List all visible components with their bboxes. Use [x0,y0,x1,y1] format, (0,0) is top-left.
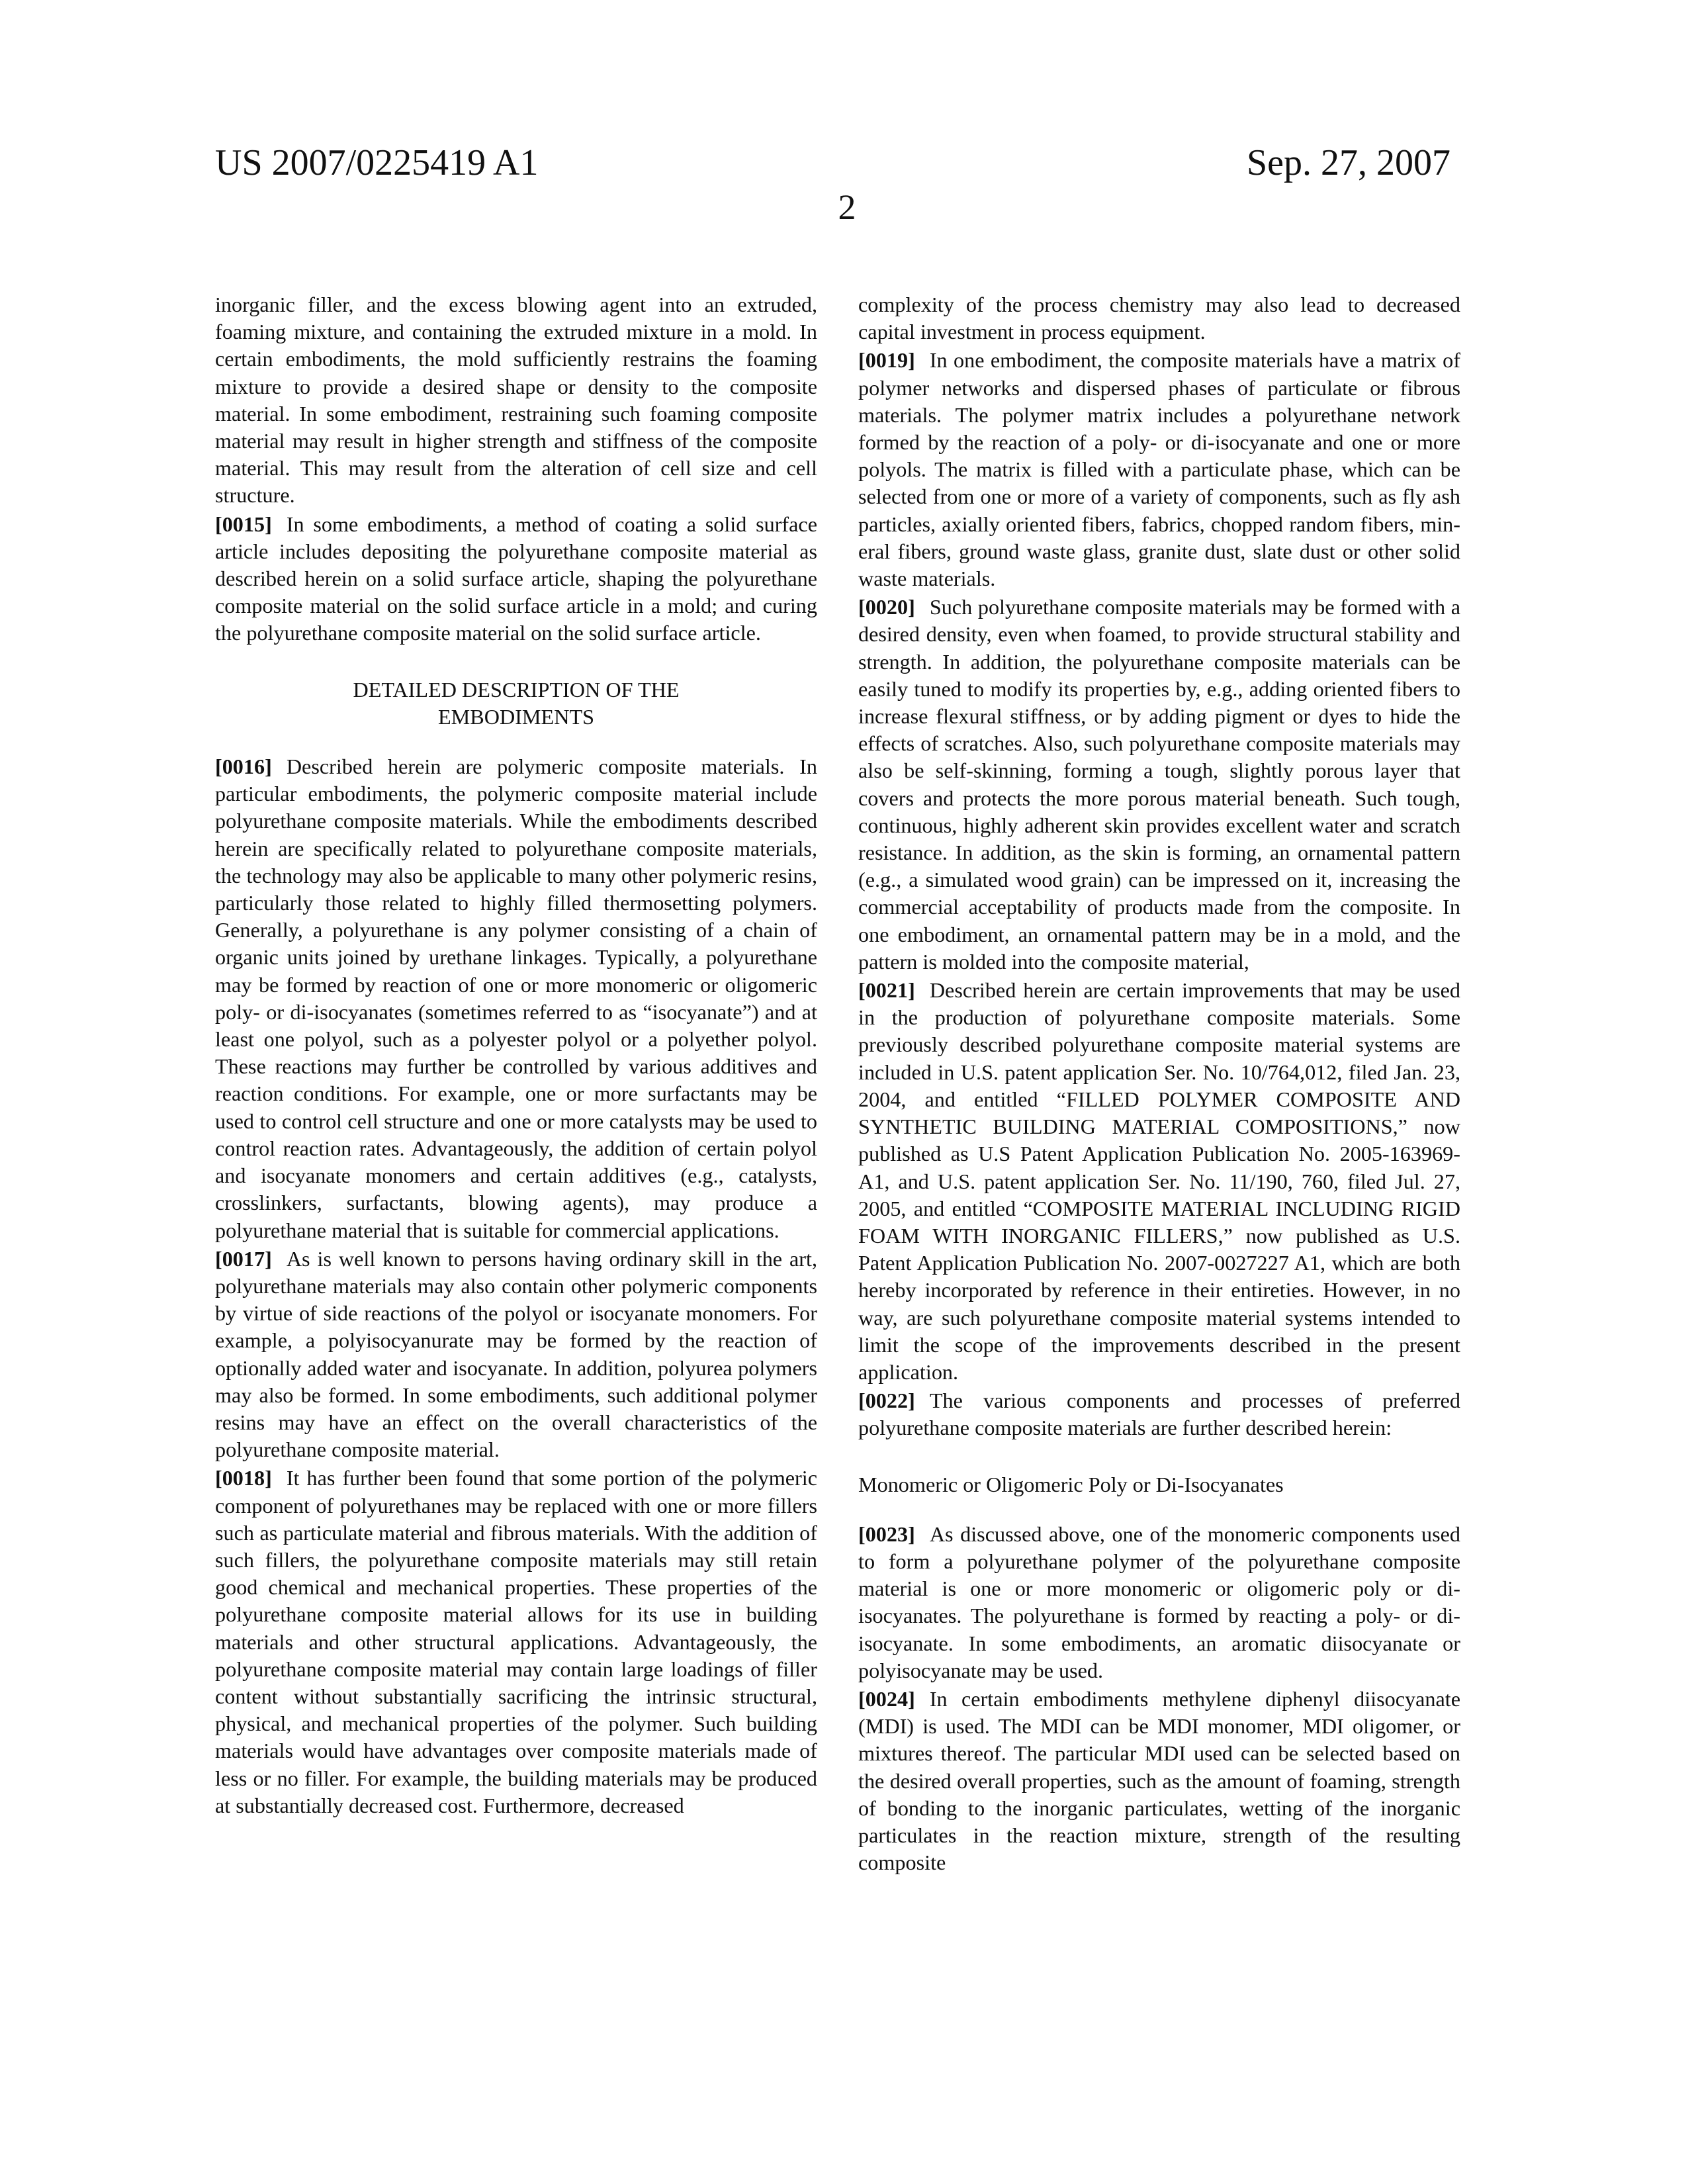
left-column [215,291,817,1821]
paragraph-number: [0024] [858,1687,915,1711]
paragraph-number: [0015] [215,512,272,536]
patent-page [0,0,1694,2184]
paragraph-text: Described herein are polymeric composite materi­als. In particular embodiments, the polymeric composite material include polyurethane composite materials. While the embodiments described herein are specifically related to polyurethane composite materials, the technology may also be applicable to many other polymeric resins, particularly those related to highly filled thermosetting polymers. Gen­erally, a polyurethane is any polymer consisting of a chain of organic units joined by urethane linkages. Typically, a polyurethane may be formed by reaction of one or more monomeric or oligomeric poly- or di-isocyanates (some­times referred to as “isocyanate”) and at least one polyol, such as a polyester polyol or a polyether polyol. These reactions may further be controlled by various additives and reaction conditions. For example, one or more surfactants may be used to control cell structure and one or more catalysts may be used to control reaction rates. Advanta­geously, the addition of certain polyol and isocyanate mono­mers and certain additives (e.g., catalysts, crosslinkers, surfactants, blowing agents), may produce a polyurethane material that is suitable for commercial applications. [215,754,817,1242]
publication-date: Sep. 27, 2007 [1247,144,1450,181]
paragraph-text: In some embodiments, a method of coating a solid surface article includes depositing the polyurethane com­posite material as described herein on a solid surface article, shaping the polyurethane composite material on the solid surface article in a mold; and curing the polyurethane composite material on the solid surface article. [215,512,817,645]
page-number: 2 [0,187,1694,228]
paragraph-0019 [858,347,1460,592]
paragraph-0020 [858,594,1460,976]
paragraph-number: [0017] [215,1247,272,1271]
paragraph-number: [0023] [858,1522,915,1546]
paragraph-0017 [215,1246,817,1464]
paragraph-number: [0022] [858,1388,915,1412]
paragraph-number: [0016] [215,754,272,778]
paragraph-continuation: inorganic filler, and the excess blowing agent into an extruded, foaming mixture, and containing the extruded mixture in a mold. In certain embodiments, the mold suffi­ciently restrains the foaming mixture to provide a desired shape or density to the composite material. In some embodi­ment, restraining such foaming composite material may result in higher strength and stiffness of the composite material. This may result from the alteration of cell size and cell structure. [215,291,817,510]
paragraph-0018 [215,1465,817,1819]
paragraph-text: Such polyurethane composite materials may be formed with a desired density, even when foamed, to provide structural stability and strength. In addition, the polyure­thane composite materials can be easily tuned to modify its properties by, e.g., adding oriented fibers to increase flexural stiffness, or by adding pigment or dyes to hide the effects of scratches. Also, such polyurethane composite materials may also be self-skinning, forming a tough, slightly porous layer that covers and protects the more porous material beneath. Such tough, continuous, highly adherent skin provides excellent water and scratch resistance. In addition, as the skin is forming, an ornamental pattern (e.g., a simulated wood grain) can be impressed on it, increasing the commer­cial acceptability of products made from the composite. In one embodiment, an ornamental pattern may be in a mold, and the pattern is molded into the composite material, [858,595,1460,974]
right-column [858,291,1460,1878]
paragraph-0024 [858,1686,1460,1876]
section-heading-line-2: EMBODIMENTS [438,705,594,729]
paragraph-continuation: complexity of the process chemistry may also lead to decreased capital investment in process equipment. [858,291,1460,345]
paragraph-number: [0021] [858,978,915,1002]
paragraph-number: [0019] [858,348,915,372]
section-heading-line-1: DETAILED DESCRIPTION OF THE [353,678,679,702]
paragraph-0022 [858,1387,1460,1441]
paragraph-text: The various components and processes of preferred polyurethane composite materials are further described herein: [858,1388,1460,1439]
paragraph-text: It has further been found that some portion of the polymeric component of polyurethanes may be replaced with one or more fillers such as particulate material and fibrous materials. With the addition of such fillers, the polyurethane composite materials may still retain good chemical and mechanical properties. These properties of the polyurethane composite material allows for its use in build­ing materials and other structural applications. Advanta­geously, the polyurethane composite material may contain large loadings of filler content without substantially sacri­ficing the intrinsic structural, physical, and mechanical prop­erties of the polymer. Such building materials would have advantages over composite materials made of less or no filler. For example, the building materials may be produced at substantially decreased cost. Furthermore, decreased [215,1466,817,1817]
subsection-heading: Monomeric or Oligomeric Poly or Di-Isocyanates [858,1471,1460,1498]
paragraph-0015 [215,511,817,647]
paragraph-text: As discussed above, one of the monomeric com­ponents used to form a polyurethane polymer of the poly­urethane composite material is one or more monomeric or oligomeric poly or di-isocyanates. The polyurethane is formed by reacting a poly- or di-isocyanate. In some embodiments, an aromatic diisocyanate or polyisocyanate may be used. [858,1522,1460,1682]
publication-number: US 2007/0225419 A1 [215,144,539,181]
paragraph-0016 [215,753,817,1244]
paragraph-number: [0020] [858,595,915,619]
paragraph-0023 [858,1521,1460,1684]
paragraph-text: In certain embodiments methylene diphenyl diiso­cyanate (MDI) is used. The MDI can be MDI monomer, MDI oligomer, or mixtures thereof. The particular MDI used can be selected based on the desired overall properties, such as the amount of foaming, strength of bonding to the inorganic particulates, wetting of the inorganic particulates in the reaction mixture, strength of the resulting composite [858,1687,1460,1874]
paragraph-0021 [858,977,1460,1386]
paragraph-number: [0018] [215,1466,272,1490]
section-heading [215,676,817,731]
paragraph-text: As is well known to persons having ordinary skill in the art, polyurethane materials may also contain other polymeric components by virtue of side reactions of the polyol or isocyanate monomers. For example, a polyisocya­nurate may be formed by the reaction of optionally added water and isocyanate. In addition, polyurea polymers may also be formed. In some embodiments, such additional polymer resins may have an effect on the overall character­istics of the polyurethane composite material. [215,1247,817,1461]
paragraph-text: In one embodiment, the composite materials have a matrix of polymer networks and dispersed phases of particulate or fibrous materials. The polymer matrix includes a polyurethane network formed by the reaction of a poly- or di-isocyanate and one or more polyols. The matrix is filled with a particulate phase, which can be selected from one or more of a variety of components, such as fly ash particles, axially oriented fibers, fabrics, chopped random fibers, min­eral fibers, ground waste glass, granite dust, slate dust or other solid waste materials. [858,348,1460,590]
paragraph-text: Described herein are certain improvements that may be used in the production of polyurethane composite materials. Some previously described polyurethane compos­ite material systems are included in U.S. patent application Ser. No. 10/764,012, filed Jan. 23, 2004, and entitled “FILLED POLYMER COMPOSITE AND SYNTHETIC BUILDING MATERIAL COMPOSITIONS,” now pub­lished as U.S Patent Application Publication No. 2005-163969-A1, and U.S. patent application Ser. No. 11/190, 760, filed Jul. 27, 2005, and entitled “COMPOSITE MATERIAL INCLUDING RIGID FOAM WITH INOR­GANIC FILLERS,” now published as U.S. Patent Applica­tion Publication No. 2007-0027227 A1, which are both hereby incorporated by reference in their entireties. How­ever, in no way, are such polyurethane composite material systems intended to limit the scope of the improvements described in the present application. [858,978,1460,1384]
